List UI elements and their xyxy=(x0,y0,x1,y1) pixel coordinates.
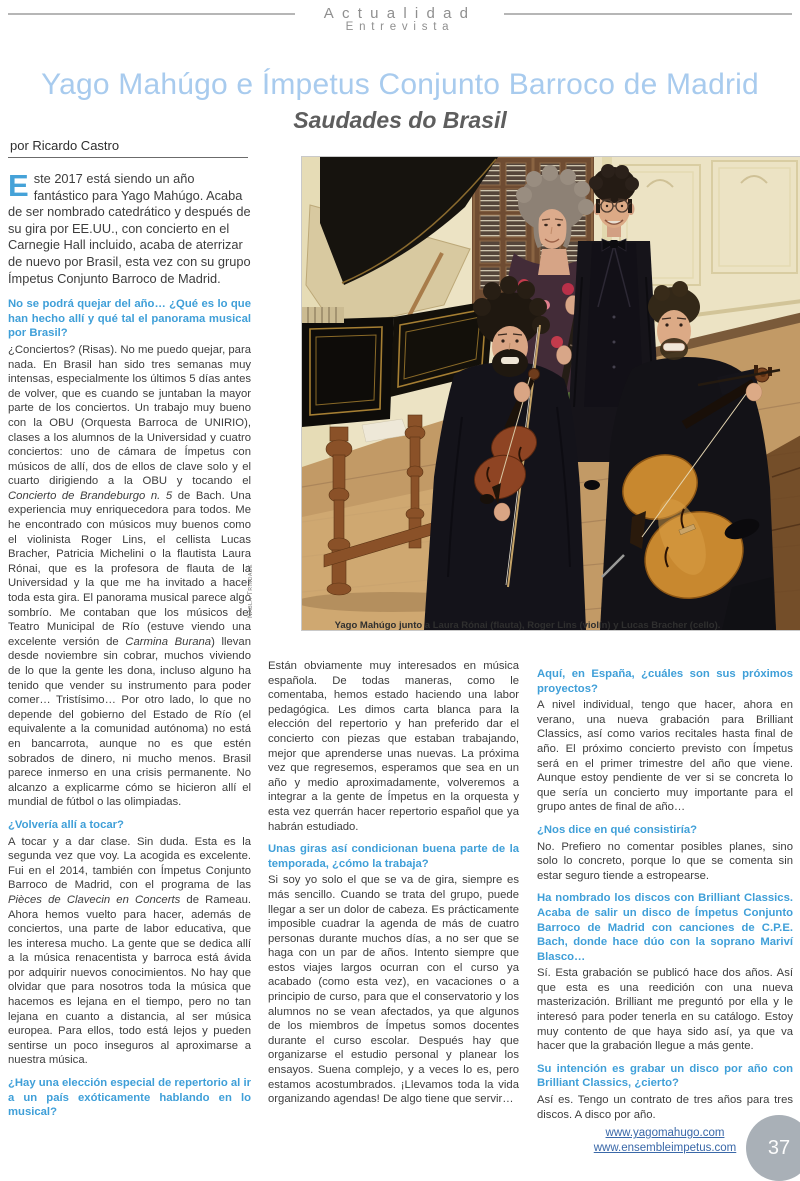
column-2 xyxy=(268,659,519,1111)
intro-text: ste 2017 está siendo un año fantástico para Yago Mahúgo. Acaba de ser nombrado catedrático y después de su gira por EE.UU., con concierto en el Carnegie Hall incluido, acaba de aterrizar de nuevo por Brasil, esta vez con su grupo Ímpetus Conjunto Barroco de Madrid. xyxy=(8,171,251,286)
website-link-ensembleimpetus[interactable]: www.ensembleimpetus.com xyxy=(593,1142,737,1155)
question-heading-8: Su intención es grabar un disco por año con Brilliant Classics, ¿cierto? xyxy=(537,1062,793,1090)
question-heading-1: No se podrá quejar del año… ¿Qué es lo que han hecho allí y qué tal el panorama musical por Brasil? xyxy=(8,298,251,340)
section-kicker: Actualidad xyxy=(323,5,477,22)
byline: por Ricardo Castro xyxy=(10,138,120,153)
question-heading-5: Aquí, en España, ¿cuáles son sus próximos proyectos? xyxy=(537,668,793,695)
ensemble-photo xyxy=(302,157,800,630)
article-title: Yago Mahúgo e Ímpetus Conjunto Barroco de Madrid xyxy=(41,68,759,102)
question-heading-2: ¿Volvería allí a tocar? xyxy=(8,818,124,831)
question-heading-6: ¿Nos dice en qué consistiría? xyxy=(537,823,698,836)
question-heading-4: Unas giras así condicionan buena parte de la temporada, ¿cómo la trabaja? xyxy=(268,843,519,870)
answer-paragraph-4: Si soy yo solo el que se va de gira, siempre es más sencillo. Cuando se trata del grupo, puede llegar a ser un dolor de cabeza. Es prácticamente imposible cuadrar la agenda de más de cuatro personas durante muchos días, a no ser que se haga con un par de años. Intento siempre que estos viajes largos ocurran con el curso ya acabado (como esta vez), en vacaciones o a principio de curso, para que el conservatorio y los alumnos no se vean afectados, ya que algunos de los miembros de Ímpetus somos docentes durante el curso escolar. Después hay que organizarse el estudio personal y planear los ensayos. Suena complejo, y a veces lo es, pero estamos acostumbrados. ¡Llevamos toda la vida organizando agendas! De algo tiene que servir… xyxy=(268,874,519,1106)
photo-credit: Nabla Trindade xyxy=(247,563,254,618)
photo-caption: Yago Mahúgo junto a Laura Rónai (flauta), Roger Lins (violín) y Lucas Bracher (cello). xyxy=(334,620,721,631)
answer-paragraph-3: Están obviamente muy interesados en música española. De todas maneras, como le comentaba, hemos estado haciendo una labor pedagógica. Les dimos carta blanca para la elección del repertorio y han preferido dar el concierto con piezas que estaban trabajando, mejor que aprenderse unas nuevas. La próxima vez que regresemos, esperamos que sea en un año y medio aproximadamente, volveremos a integrar a la gente de Ímpetus en la orquesta y esta vez querrán hacer repertorio español que ya habrán estudiado. xyxy=(268,660,519,833)
answer-paragraph-2: A tocar y a dar clase. Sin duda. Esta es la segunda vez que voy. La acogida es excelente. Fui en el 2014, también con Ímpetus Conjunto Barroco de Madrid, con el programa de las Pièces de Clavecin en Concerts de Rameau. Ahora hemos vuelto para hacer, además de conciertos, una parte de labor educativa, que les interesa mucho. La gente que se dedica allí a la música renacentista y barroca está ávida por adquirir nuevos conocimientos. No hay que olvidar que para nosotros toda la música que hacemos es lejana en el tiempo, pero no tan lejana en cuanto a distancia, al ser música europea. Para ellos, todo está lejos y pueden sentirse un poco inseguros al aproximarse a nuestra música. xyxy=(8,835,251,1067)
article-subtitle: Saudades do Brasil xyxy=(293,107,507,134)
question-heading-3: ¿Hay una elección especial de repertorio al ir a un país exóticamente hablando en lo musical? xyxy=(8,1077,251,1119)
byline-rule xyxy=(8,157,248,158)
column-3 xyxy=(537,659,793,1156)
answer-paragraph-6: No. Prefiero no comentar posibles planes, sino solo lo concreto, porque lo que se comenta sin estar seguro tiende a estropearse. xyxy=(537,840,793,882)
drop-cap: E xyxy=(8,168,29,203)
question-heading-7: Ha nombrado los discos con Brilliant Classics. Acaba de salir un disco de Ímpetus Conjunto Barroco de Madrid con canciones de C.P.E. Bach, donde hace dúo con la soprano Mariví Blasco… xyxy=(537,892,793,963)
website-link-yagomahugo[interactable]: www.yagomahugo.com xyxy=(605,1127,725,1140)
page-number-badge xyxy=(746,1115,800,1181)
answer-paragraph-7: Sí. Esta grabación se publicó hace dos años. Así que esta es una reedición con una nueva masterización. Brilliant me preguntó por ella y le interesó para poder tenerla en su catálogo. Estoy muy contento de que haya sido así, ya que va hacer que la grabación llegue a más gente. xyxy=(537,967,793,1053)
column-1 xyxy=(8,168,251,1122)
answer-paragraph-5: A nivel individual, tengo que hacer, ahora en verano, una nueva grabación para Brilliant Classics, así como varios recitales hasta final de año. El próximo concierto previsto con Ímpetus será en el primer trimestre del año que viene. Aunque estoy pendiente de ver si se concreta lo que sería un concierto muy importante para el grupo antes de final de año… xyxy=(537,699,793,814)
section-subkicker: Entrevista xyxy=(345,21,455,33)
answer-paragraph-8: Así es. Tengo un contrato de tres años para tres discos. A disco por año. xyxy=(537,1094,793,1121)
page-number: 37 xyxy=(767,1136,791,1159)
answer-paragraph-1: ¿Conciertos? (Risas). No me puedo quejar, para nada. En Brasil han sido tres semanas muy intensas, especialmente los últimos 5 días antes de volver, que es cuando se juntaban la mayor parte de los conciertos. Un trabajo muy bueno con la OBU (Orquesta Barroca de UNIRIO), clases a los alumnos de la Universidad y cuatro conciertos: uno de cámara de Ímpetus con músicos de allí, dos de ellos de clave solo y el cuarto dirigiendo a la OBU y tocando el Concierto de Brandeburgo n. 5 de Bach. Una experiencia muy enriquecedora para todos. Me he encontrado con músicos muy buenos como el violinista Roger Lins, el cellista Lucas Bracher, Patricia Michelini o la flautista Laura Rónai, que es la profesora de flauta de la Universidad y la que me ha invitado a hacer toda esta gira. El panorama musical parece algo sombrío. Me contaban que los músicos del Teatro Municipal de Río (estuve viendo una excelente versión de Carmina Burana) llevan desde noviembre sin cobrar, muchos viviendo de lo que la gente les dona, incluso alguno ha tenido que vender su instrumento para poder comer… Tristísimo… Por otro lado, lo que no depende del gobierno del Estado de Río (el equivalente a la comunidad autónoma) no está en bancarrota, aunque no es que estén sobrados de dinero, ni mucho menos. Brasil parece inmerso en una crisis permanente. No alcanzo a explicarme cómo se hicieron allí el mundial de fútbol o las olimpiadas. xyxy=(8,343,251,809)
intro-paragraph xyxy=(8,168,251,287)
